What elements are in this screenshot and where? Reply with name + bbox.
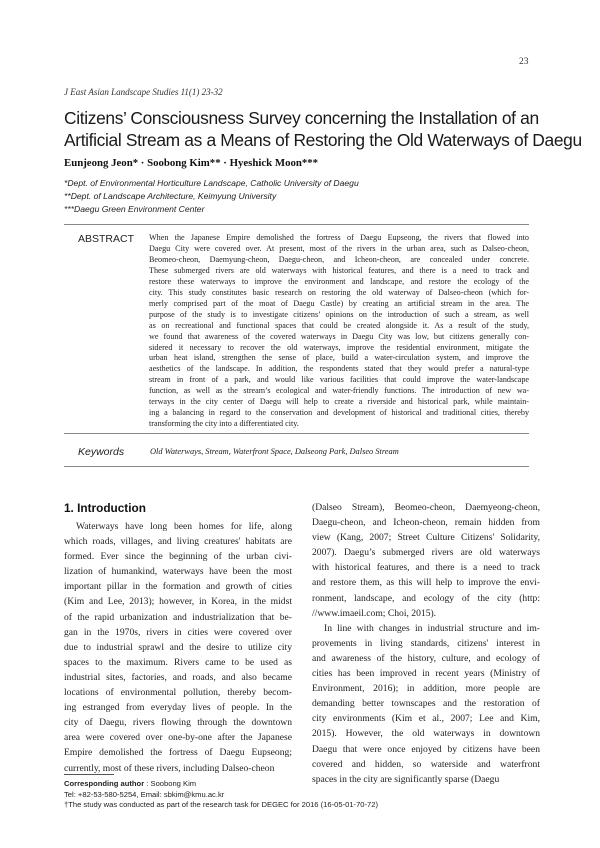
- paragraph-line: and restore them, as this will help to improve the envi-: [312, 577, 540, 589]
- body-column-left: [64, 519, 292, 776]
- paragraph-line: view (Kang, 2007; Street Culture Citizens' Solidarity,: [312, 532, 540, 544]
- paper-title: [64, 107, 582, 151]
- paragraph-line: locations of environmental pollution, thereby becom-: [64, 687, 292, 699]
- abstract-body: [149, 233, 529, 430]
- title-line: Citizens’ Consciousness Survey concerning the Installation of an: [64, 108, 539, 128]
- abstract-top-rule: [64, 224, 529, 225]
- paragraph-line: Daegu-cheon, and Icheon-cheon, remain hidden from: [312, 517, 540, 529]
- paragraph-line: In line with changes in industrial structure and im-: [324, 622, 540, 634]
- abstract-line: These submerged rivers are old waterways with historical features, and there is a need to track and: [149, 265, 529, 275]
- paragraph-line: covered and hidden, so waterside and waterfront: [312, 758, 540, 770]
- keywords-bottom-rule: [64, 466, 529, 467]
- paragraph-line: due to industrial sprawl and the desire to utilize city: [64, 641, 292, 653]
- abstract-line: ing a balancing in regard to the conservation and development of historical and traditional cities, thereby: [149, 408, 529, 418]
- affiliation: **Dept. of Landscape Architecture, Keimyung University: [64, 191, 277, 201]
- paragraph-line: (Dalseo Stream), Beomeo-cheon, Daemyeong-cheon,: [312, 502, 540, 513]
- corresponding-label: Corresponding author: [64, 779, 145, 788]
- author-list: Eunjeong Jeon* · Soobong Kim** · Hyeshick Moon***: [64, 157, 319, 169]
- affiliation: *Dept. of Environmental Horticulture Landscape, Catholic University of Daegu: [64, 178, 359, 188]
- paragraph-line: spaces to the maximum. Rivers came to be used as: [64, 656, 292, 668]
- paragraph-line: demanding better townscapes and the restoration of: [312, 698, 540, 710]
- abstract-line: we found that awareness of the covered waterways in Daegu City was low, but citizens generally con-: [149, 331, 529, 341]
- abstract-line: transforming the city into a differentiated city.: [149, 419, 299, 429]
- paragraph-line: area were covered over one-by-one after the Japanese: [64, 732, 292, 744]
- paragraph-line: 2007). Daegu’s submerged rivers are old waterways: [312, 547, 540, 559]
- abstract-bottom-rule: [64, 433, 529, 434]
- contact-info: Tel: +82-53-580-5254, Email: sbkim@kmu.ac.kr: [64, 789, 225, 799]
- abstract-line: aesthetics of the landscape. In addition, the respondents stated that they would prefer a natural-type: [149, 364, 529, 374]
- paragraph-line: lization of humankind, waterways have been the most: [64, 566, 292, 578]
- abstract-line: purpose of the study is to investigate citizens’ opinions on the introduction of such a stream, as well: [149, 309, 529, 319]
- body-column-right: [312, 500, 540, 787]
- abstract-line: restore these waterways to improve the environment and landscape, and restore the ecology of the: [149, 276, 529, 286]
- journal-citation: J East Asian Landscape Studies 11(1) 23-32: [64, 87, 223, 97]
- paragraph-line: //www.imaeil.com; Choi, 2015).: [312, 607, 437, 619]
- paragraph-line: city environments (Kim et al., 2007; Lee and Kim,: [312, 713, 540, 725]
- paragraph-line: ing estranged from everyday lives of people. In the: [64, 702, 292, 714]
- title-line: Artificial Stream as a Means of Restoring the Old Waterways of Daegu: [64, 130, 582, 150]
- paragraph-line: and awareness of the history, culture, and ecology of: [312, 652, 540, 664]
- funding-note: †The study was conducted as part of the research task for DEGEC for 2016 (16-05-01-70-72): [64, 800, 379, 809]
- abstract-line: terways in the city center of Daegu will help to create a riverside and historical park, while maintain-: [149, 397, 529, 407]
- paragraph-line: important pillar in the formation and growth of cities: [64, 581, 292, 593]
- paragraph-line: of the rapid urbanization and industrialization that be-: [64, 611, 292, 623]
- paragraph-line: formed. Ever since the beginning of the urban civi-: [64, 551, 292, 563]
- page-number: 23: [519, 57, 529, 67]
- paragraph-line: provements in living standards, citizens' interest in: [312, 637, 540, 649]
- corresponding-name: : Soobong Kim: [146, 779, 197, 788]
- keywords-label: Keywords: [78, 446, 125, 458]
- affiliations: [64, 177, 359, 216]
- section-heading: 1. Introduction: [64, 501, 146, 515]
- abstract-line: sidered it necessary to recover the old waterways, improve the residential environment, mitigate the: [149, 342, 529, 352]
- paragraph-line: 2015). However, the old waterways in downtown: [312, 728, 540, 740]
- abstract-line: urban heat island, strengthen the sense of place, build a water-circulation system, and improve the: [149, 353, 529, 363]
- keywords-text: Old Waterways, Stream, Waterfront Space, Dalseong Park, Dalseo Stream: [150, 447, 399, 456]
- paragraph-line: Environment, 2016); in addition, more people are: [312, 683, 540, 695]
- paragraph-line: Empire demolished the fortress of Daegu Eupseong;: [64, 747, 292, 759]
- paragraph-line: (Kim and Lee, 2013); however, in Korea, in the midst: [64, 596, 292, 608]
- abstract-line: function, as well as the stream’s ecological and water-friendly functions. The introduction of new wa-: [149, 386, 529, 396]
- paragraph-line: with historical features, and there is a need to track: [312, 562, 540, 574]
- paragraph-line: industrial sites, factories, and roads, and also became: [64, 671, 292, 683]
- abstract-line: When the Japanese Empire demolished the fortress of Daegu Eupseong, the rivers that flowed into: [149, 233, 529, 242]
- abstract-line: Daegu City were covered over. At present, most of the rivers in the urban area, such as Dalseo-cheon,: [149, 243, 529, 253]
- paragraph-line: spaces in the city are significantly sparse (Daegu: [312, 773, 500, 785]
- paragraph-line: gan in the 1970s, rivers in cities were covered over: [64, 626, 292, 638]
- abstract-line: merly comprised part of the moat of Daegu Castle) by creating an artificial stream in the area. The: [149, 298, 529, 308]
- affiliation: ***Daegu Green Environment Center: [64, 204, 205, 214]
- paragraph-line: which roads, villages, and living creatures' habitats are: [64, 536, 292, 548]
- paragraph-line: cities has been improved in recent years (Ministry of: [312, 668, 540, 680]
- paragraph-line: city of Daegu, rivers flowing through the downtown: [64, 717, 292, 729]
- abstract-line: stream in front of a park, and would like various facilities that could improve the water-landscape: [149, 375, 529, 385]
- paragraph-line: Daegu that were once enjoyed by citizens have been: [312, 743, 540, 755]
- abstract-line: Beomeo-cheon, Daemyung-cheon, Daegu-cheon, and Icheon-cheon, are concealed under concrete.: [149, 254, 529, 264]
- footnote-rule: [64, 774, 114, 775]
- paragraph-line: Waterways have long been homes for life, along: [76, 521, 292, 532]
- abstract-line: as on recreational and functional spaces that could be created alongside it. As a result of the study,: [149, 320, 529, 330]
- abstract-label: ABSTRACT: [78, 233, 135, 245]
- abstract-line: city. This study constitutes basic research on restoring the old waterway of Dalseo-cheon (which for-: [149, 287, 529, 297]
- footnote: [64, 779, 378, 811]
- corresponding-author: [64, 779, 378, 790]
- paragraph-line: currently, most of these rivers, including Dalseo-cheon: [64, 762, 275, 774]
- paragraph-line: ronment, landscape, and ecology of the city (http:: [312, 592, 540, 604]
